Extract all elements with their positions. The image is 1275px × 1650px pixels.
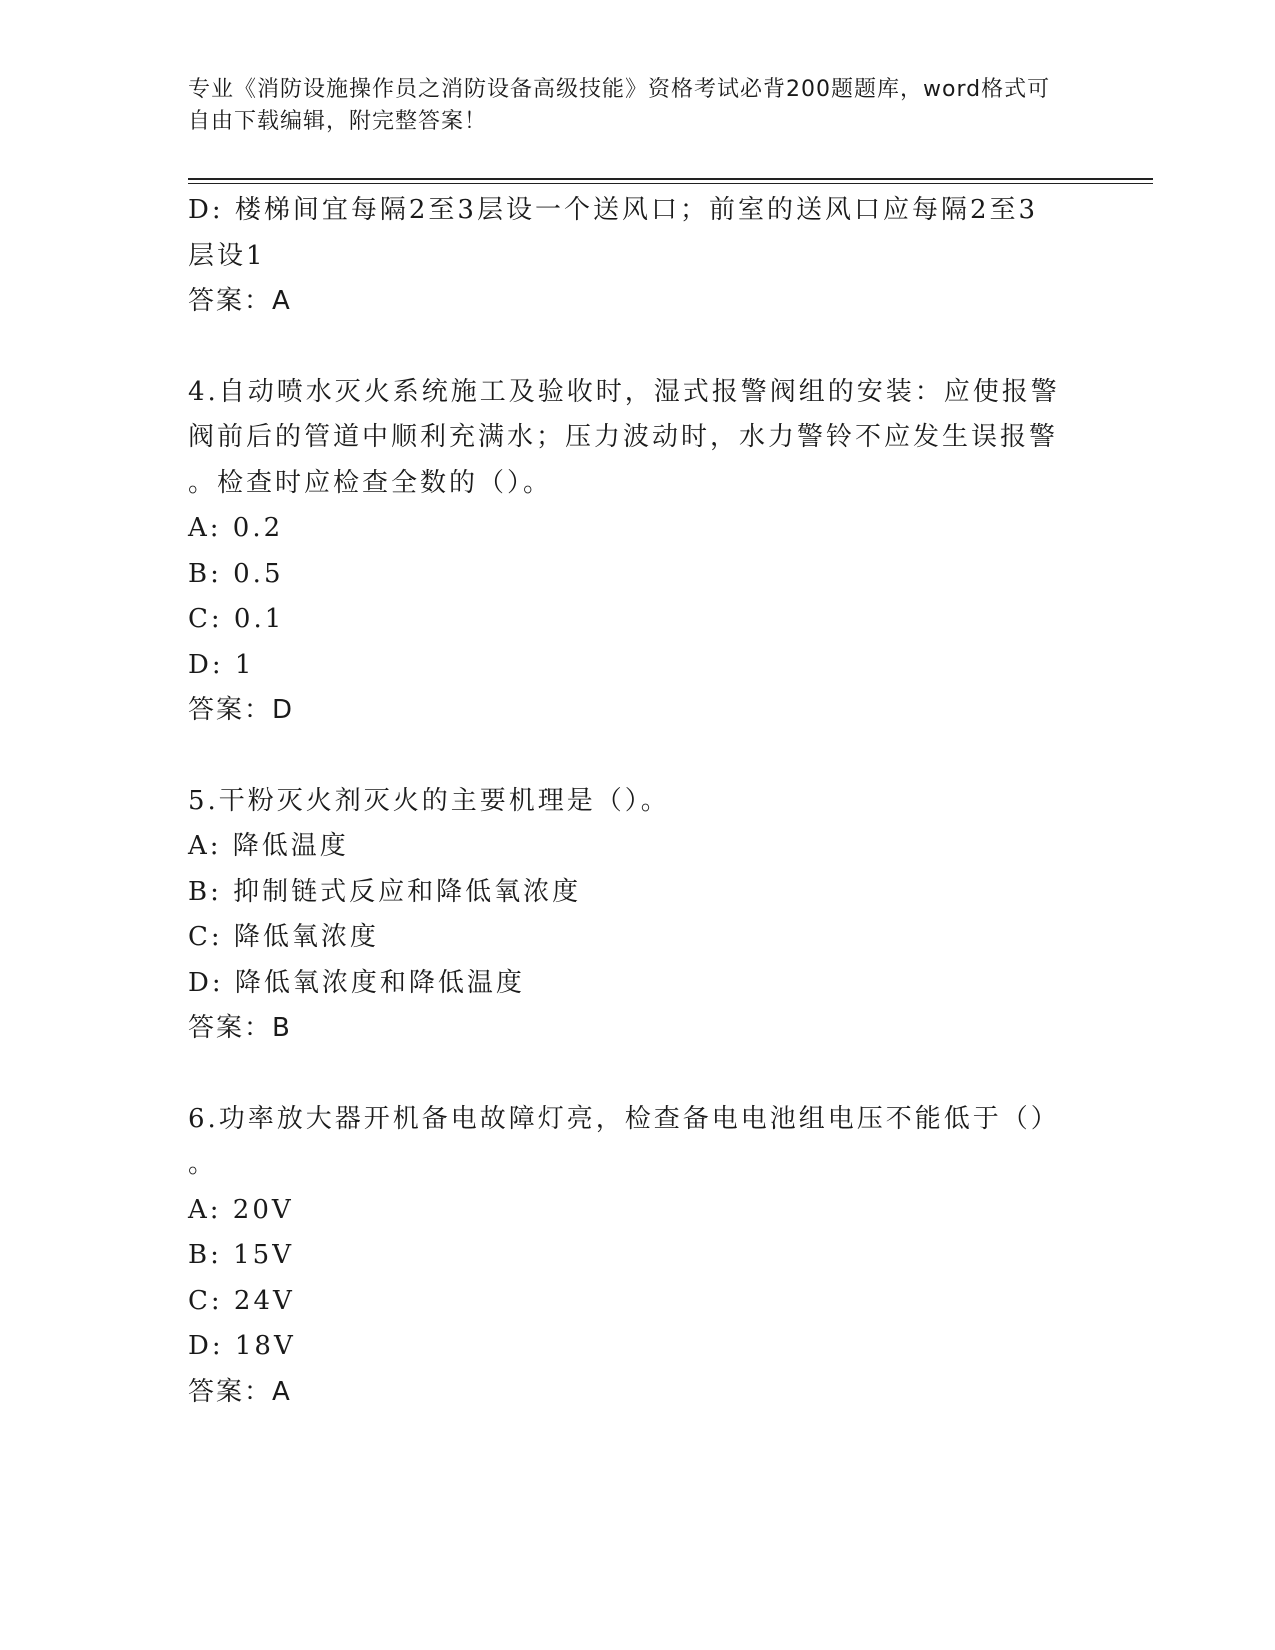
- spacer: [188, 325, 1068, 370]
- header-rule-thin: [188, 183, 1153, 184]
- spacer: [188, 1052, 1068, 1097]
- option-a: A: 降低温度: [188, 831, 349, 861]
- option-d: D: 1: [188, 649, 255, 680]
- option-b: B: 0.5: [188, 558, 284, 589]
- document-header: 专业《消防设施操作员之消防设备高级技能》资格考试必背200题题库，word格式可自由下载编辑，附完整答案！: [188, 77, 1051, 134]
- option-b: B: 15V: [188, 1240, 294, 1270]
- option-a: A: 20V: [188, 1194, 294, 1225]
- q3-option-d-line2: 层设1: [188, 240, 266, 271]
- option-d: D: 降低氧浓度和降低温度: [188, 967, 525, 998]
- question-text-line: 。: [188, 1149, 218, 1179]
- q3-answer: 答案：A: [188, 286, 292, 316]
- option-b: B: 抑制链式反应和降低氧浓度: [188, 876, 582, 907]
- option-c: C: 降低氧浓度: [188, 922, 379, 952]
- option-a: A: 0.2: [188, 513, 284, 543]
- question-4: [188, 370, 1068, 734]
- question-content: [188, 188, 1068, 1415]
- question-text-line: 阀前后的管道中顺利充满水；压力波动时，水力警铃不应发生误报警: [188, 422, 1059, 452]
- question-5: [188, 779, 1068, 1052]
- question-6: [188, 1097, 1068, 1416]
- question-text-line: 6.功率放大器开机备电故障灯亮，检查备电电池组电压不能低于（）: [188, 1103, 1060, 1134]
- answer: 答案：B: [188, 1013, 292, 1043]
- question-text-line: 。检查时应检查全数的（）。: [188, 467, 553, 498]
- option-c: C: 0.1: [188, 604, 285, 634]
- option-c: C: 24V: [188, 1285, 295, 1316]
- answer: 答案：D: [188, 695, 295, 725]
- spacer: [188, 734, 1068, 779]
- question-text-line: 4.自动喷水灭火系统施工及验收时，湿式报警阀组的安装：应使报警: [188, 376, 1060, 407]
- question-text-line: 5.干粉灭火剂灭火的主要机理是（）。: [188, 785, 670, 816]
- header-rule-thick: [188, 178, 1153, 180]
- option-d: D: 18V: [188, 1331, 296, 1361]
- answer: 答案：A: [188, 1376, 292, 1407]
- q3-option-d-line1: D: 楼梯间宜每隔2至3层设一个送风口；前室的送风口应每隔2至3: [188, 195, 1039, 225]
